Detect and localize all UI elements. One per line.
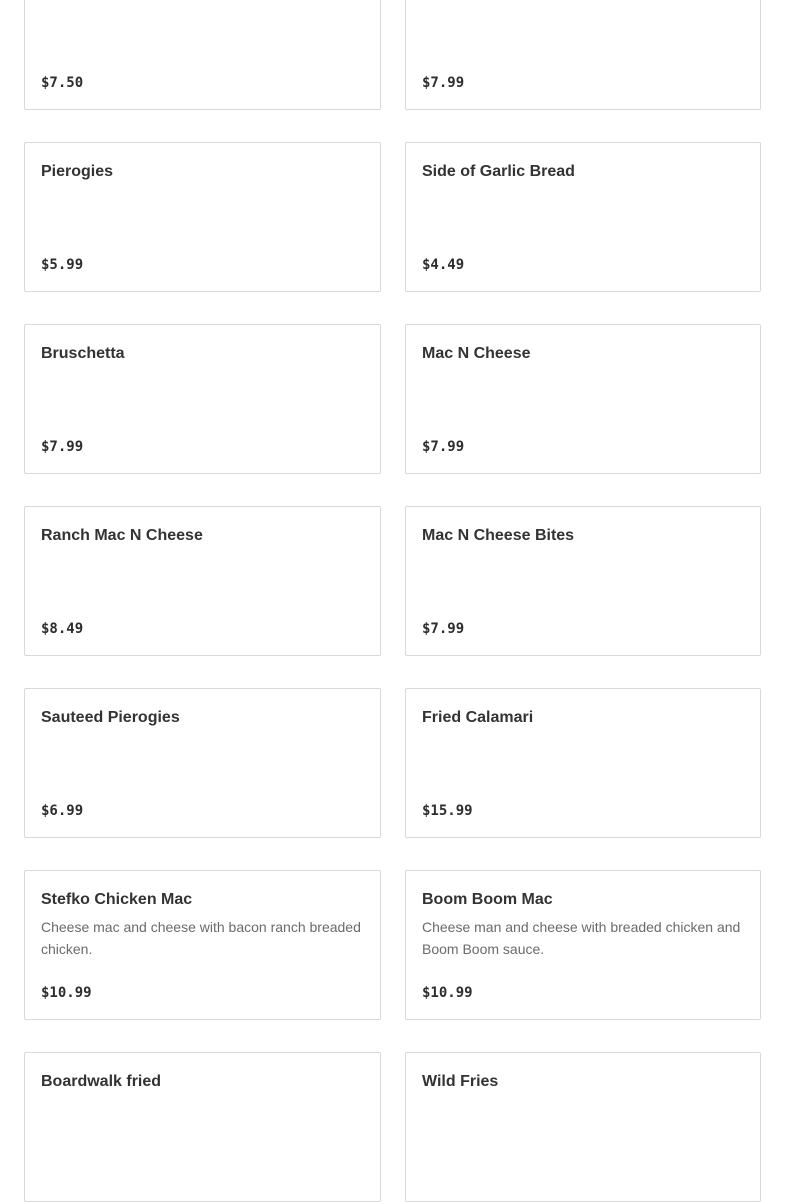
menu-item-price: $5.99 <box>41 257 84 273</box>
menu-item-name: Fried Calamari <box>422 709 534 726</box>
menu-item-card[interactable] <box>24 1052 381 1202</box>
menu-item-card[interactable] <box>405 506 761 656</box>
menu-item-price: $8.49 <box>41 621 84 637</box>
menu-item-card[interactable] <box>405 142 761 292</box>
menu-item-name: Boom Boom Mac <box>422 891 553 908</box>
menu-item-price: $7.99 <box>41 439 84 455</box>
menu-item-card[interactable] <box>405 688 761 838</box>
menu-item-name: Sauteed Pierogies <box>41 709 180 726</box>
menu-item-name: Stefko Chicken Mac <box>41 891 193 908</box>
menu-item-card[interactable] <box>24 142 381 292</box>
menu-item-price: $6.99 <box>41 803 84 819</box>
menu-item-name: Mac N Cheese Bites <box>422 527 575 544</box>
menu-item-name: Ranch Mac N Cheese <box>41 527 203 544</box>
menu-item-price: $10.99 <box>41 985 92 1001</box>
menu-item-card[interactable] <box>24 870 381 1020</box>
menu-item-card[interactable] <box>24 324 381 474</box>
menu-item-name: Mac N Cheese <box>422 345 531 362</box>
menu-item-name: Side of Garlic Bread <box>422 163 575 180</box>
menu-item-name: Boardwalk fried <box>41 1073 162 1090</box>
menu-item-price: $10.99 <box>422 985 473 1001</box>
menu-item-card[interactable] <box>24 0 381 110</box>
menu-item-card[interactable] <box>405 870 761 1020</box>
menu-item-name: Bruschetta <box>41 345 125 362</box>
menu-item-price: $7.99 <box>422 75 465 91</box>
menu-item-card[interactable] <box>405 1052 761 1202</box>
menu-item-price: $4.49 <box>422 257 465 273</box>
menu-item-description: Cheese mac and cheese with bacon ranch breaded chicken. <box>41 919 361 957</box>
menu-items-grid <box>24 0 761 1202</box>
menu-item-description: Cheese man and cheese with breaded chicken and Boom Boom sauce. <box>422 919 741 957</box>
menu-item-card[interactable] <box>405 324 761 474</box>
menu-item-price: $7.99 <box>422 621 465 637</box>
menu-item-card[interactable] <box>405 0 761 110</box>
menu-item-price: $15.99 <box>422 803 473 819</box>
menu-item-name: Pierogies <box>41 163 114 180</box>
menu-item-price: $7.99 <box>422 439 465 455</box>
menu-item-card[interactable] <box>24 506 381 656</box>
menu-item-price: $7.50 <box>41 75 84 91</box>
menu-item-name: Wild Fries <box>422 1073 499 1090</box>
menu-item-card[interactable] <box>24 688 381 838</box>
